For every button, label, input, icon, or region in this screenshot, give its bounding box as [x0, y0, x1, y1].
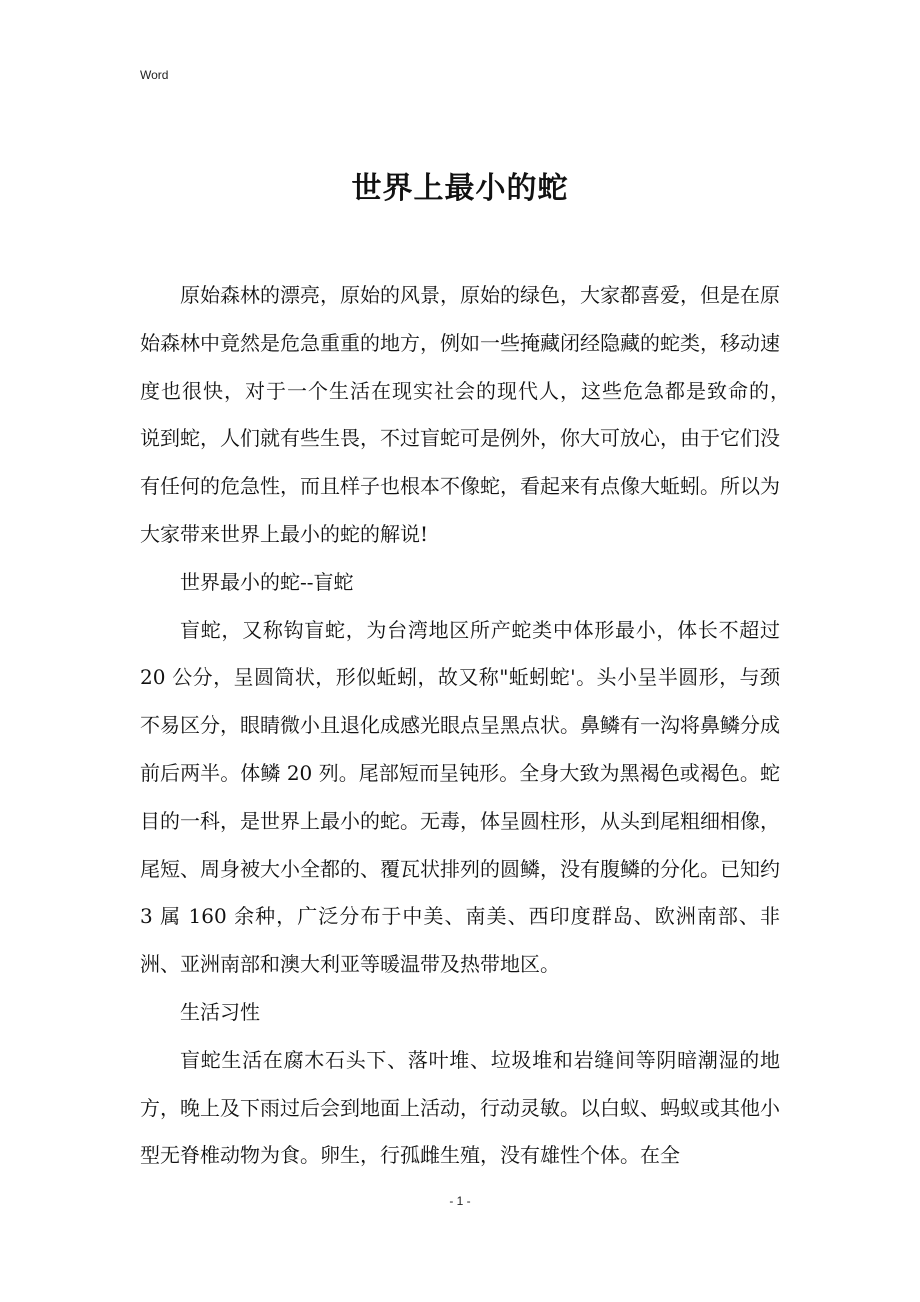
paragraph-habits: 盲蛇生活在腐木石头下、落叶堆、垃圾堆和岩缝间等阴暗潮湿的地方，晚上及下雨过后会到地面上活动，行动灵敏。以白蚁、蚂蚁或其他小型无脊椎动物为食。卵生，行孤雌生殖，没有雄性个体。在全 [140, 1047, 780, 1168]
section-heading-habits: 生活习性 [180, 999, 260, 1024]
page-header: Word [140, 68, 169, 82]
paragraph-blind-snake-description: 盲蛇，又称钩盲蛇，为台湾地区所产蛇类中体形最小，体长不超过 20 公分，呈圆筒状，形似蚯蚓，故又称"蚯蚓蛇'。头小呈半圆形，与颈不易区分，眼睛微小且退化成感光眼点呈黑点状。鼻鳞有一沟将鼻鳞分成前后两半。体鳞 20 列。尾部短而呈钝形。全身大致为黑褐色或褐色。蛇目的一科，是世界上最小的蛇。无毒，体呈圆柱形，从头到尾粗细相像，尾短、周身被大小全都的、覆瓦状排列的圆鳞，没有腹鳞的分化。已知约 3 属 160 余种，广泛分布于中美、南美、西印度群岛、欧洲南部、非洲、亚洲南部和澳大利亚等暖温带及热带地区。 [140, 617, 780, 977]
paragraph-intro: 原始森林的漂亮，原始的风景，原始的绿色，大家都喜爱，但是在原始森林中竟然是危急重重的地方，例如一些掩藏闭经隐藏的蛇类，移动速度也很快，对于一个生活在现实社会的现代人，这些危急都是致命的， 说到蛇，人们就有些生畏，不过盲蛇可是例外，你大可放心，由于它们没有任何的危急性，而且样子也根本不像蛇，看起来有点像大蚯蚓。所以为大家带来世界上最小的蛇的解说! [140, 283, 800, 546]
document-body [140, 272, 800, 1180]
section-heading-smallest-snake: 世界最小的蛇--盲蛇 [180, 569, 354, 594]
document-title: 世界上最小的蛇 [351, 171, 569, 207]
page-number: - 1 - [449, 1194, 471, 1208]
